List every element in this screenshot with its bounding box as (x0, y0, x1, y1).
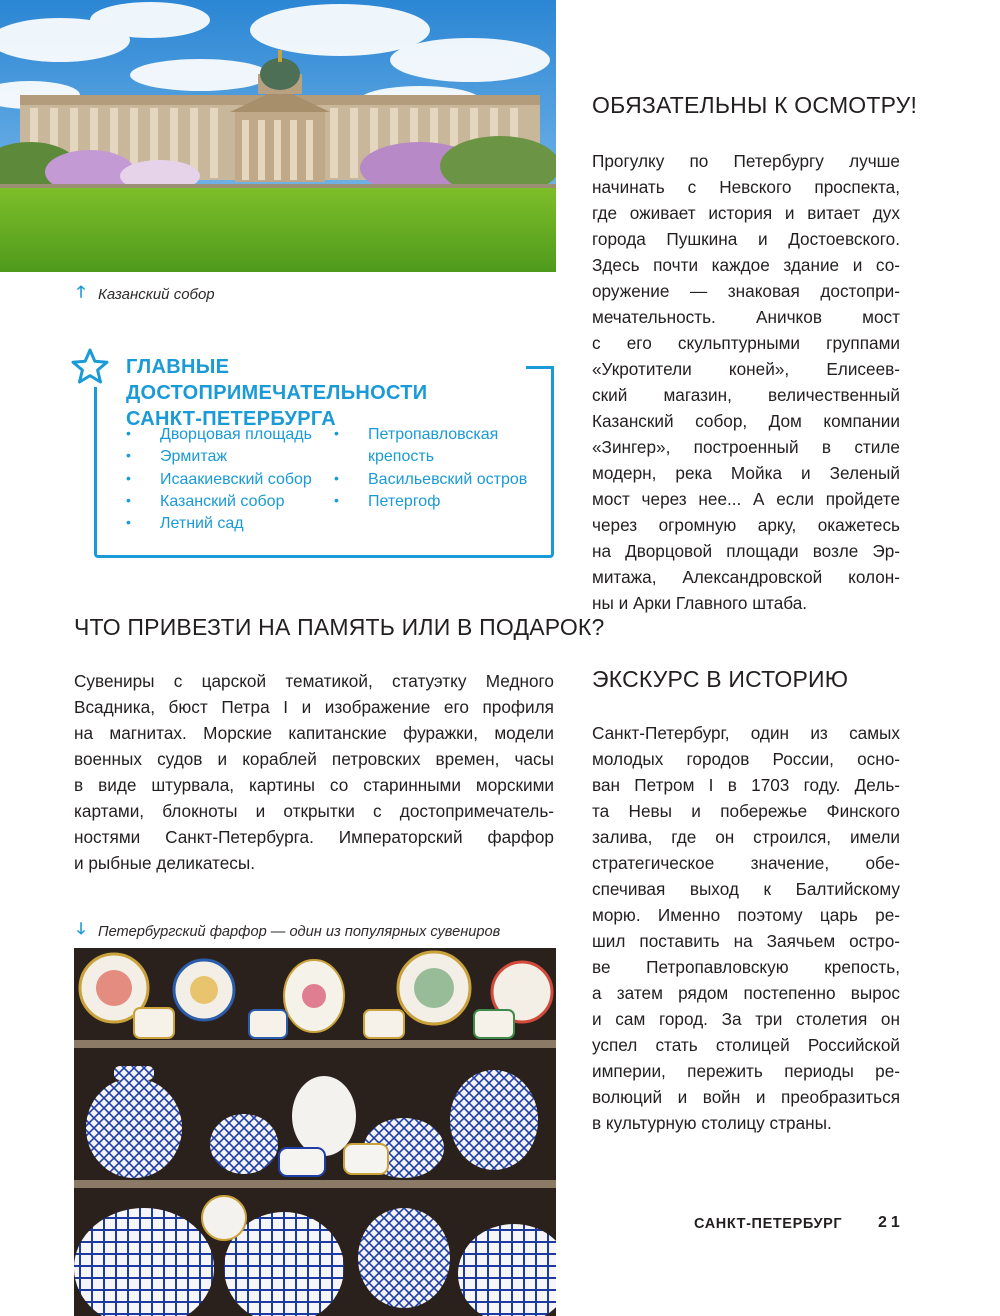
text-line: митажа, Александровской колон- (592, 567, 900, 587)
history-heading: ЭКСКУРС В ИСТОРИЮ (592, 666, 849, 692)
list-item: • Петергоф (334, 491, 527, 513)
text-line: ностями Санкт-Петербурга. Императорский фарфор (74, 827, 554, 847)
text-line: Сувениры с царской тематикой, статуэтку Медного (74, 671, 554, 691)
text-line: Санкт-Петербург, один из самых (592, 723, 900, 743)
list-item: • Васильевский остров (334, 469, 527, 491)
text-line: начинать с Невского проспекта, (592, 177, 900, 197)
page-number: 21 (878, 1214, 904, 1231)
list-item: • Эрмитаж (126, 446, 312, 468)
text-line: волюций и войн и преобразиться (592, 1087, 900, 1107)
top-photo-caption (74, 281, 215, 308)
text-line: успел стать столицей Российской (592, 1035, 900, 1055)
history-text (592, 720, 900, 1136)
text-line: в виде штурвала, картины со старинными морскими (74, 775, 554, 795)
list-item: • Дворцовая площадь (126, 424, 312, 446)
text-line: в культурную столицу страны. (592, 1113, 832, 1133)
list-item-continuation: крепость (368, 448, 435, 466)
text-line: залива, где он строился, имели (592, 827, 900, 847)
list-item: • Исаакиевский собор (126, 469, 312, 491)
text-line: через огромную арку, окажетесь (592, 515, 900, 535)
text-line: морю. Именно поэтому царь ре- (592, 905, 900, 925)
text-line: оружение — знаковая достопри- (592, 281, 900, 301)
sights-list-col1 (126, 424, 312, 535)
list-item: • Летний сад (126, 513, 312, 535)
text-line: картами, блокноты и открытки с достопримечатель- (74, 801, 554, 821)
text-line: и рыбные деликатесы. (74, 853, 255, 873)
text-line: модерн, река Мойка и Зеленый (592, 463, 900, 483)
list-item: • Петропавловская (334, 424, 527, 446)
arrow-up-icon: 🡑 (76, 284, 86, 301)
text-line: спечивая выход к Балтийскому (592, 879, 900, 899)
text-line: мечательность. Аничков мост (592, 307, 900, 327)
text-line: империи, пережить периоды ре- (592, 1061, 900, 1081)
text-line: та Невы и побережье Финского (592, 801, 900, 821)
sights-title-line2: САНКТ-ПЕТЕРБУРГА (126, 408, 337, 430)
kazan-cathedral-photo (0, 0, 556, 272)
text-line: ский магазин, величественный (592, 385, 900, 405)
text-line: на Дворцовой площади возле Эр- (592, 541, 900, 561)
souvenirs-text (74, 668, 554, 876)
text-line: ве Петропавловскую крепость, (592, 957, 900, 977)
star-icon (70, 347, 110, 387)
text-line: с его скульптурными группами (592, 333, 900, 353)
bottom-photo-caption (74, 918, 500, 945)
text-line: ван Петром I в 1703 году. Дель- (592, 775, 900, 795)
text-line: Прогулку по Петербургу лучше (592, 151, 900, 171)
bottom-photo-caption-text: Петербургский фарфор — один из популярных сувениров (98, 923, 501, 940)
must-see-text (592, 148, 900, 616)
sights-title-line1: ГЛАВНЫЕ ДОСТОПРИМЕЧАТЕЛЬНОСТИ (126, 356, 428, 404)
text-line: ны и Арки Главного штаба. (592, 593, 808, 613)
text-line: Здесь почти каждое здание и со- (592, 255, 900, 275)
text-line: шил поставить на Заячьем остро- (592, 931, 900, 951)
souvenirs-heading: ЧТО ПРИВЕЗТИ НА ПАМЯТЬ ИЛИ В ПОДАРОК? (74, 614, 605, 640)
footer-section-title: САНКТ-ПЕТЕРБУРГ (694, 1216, 843, 1232)
text-line: где оживает история и витает дух (592, 203, 900, 223)
text-line: «Зингер», построенный в стиле (592, 437, 900, 457)
text-line: стратегическое значение, обе- (592, 853, 900, 873)
text-line: Казанский собор, Дом компании (592, 411, 900, 431)
text-line: мост через нее... А если пройдете (592, 489, 900, 509)
arrow-down-icon: 🡓 (76, 921, 86, 938)
list-item: • Казанский собор (126, 491, 312, 513)
porcelain-photo (74, 948, 556, 1316)
sights-list-col2 (334, 424, 527, 513)
text-line: «Укротители коней», Елисеев- (592, 359, 900, 379)
text-line: на магнитах. Морские капитанские фуражки, модели (74, 723, 554, 743)
sights-title (126, 354, 526, 432)
text-line: молодых городов России, осно- (592, 749, 900, 769)
must-see-heading: ОБЯЗАТЕЛЬНЫ К ОСМОТРУ! (592, 92, 918, 118)
text-line: Всадника, бюст Петра I и изображение его профиля (74, 697, 554, 717)
text-line: и сам город. За три столетия он (592, 1009, 900, 1029)
text-line: города Пушкина и Достоевского. (592, 229, 900, 249)
text-line: а затем рядом постепенно вырос (592, 983, 900, 1003)
text-line: военных судов и кораблей петровских времен, часы (74, 749, 554, 769)
top-photo-caption-text: Казанский собор (98, 286, 215, 303)
